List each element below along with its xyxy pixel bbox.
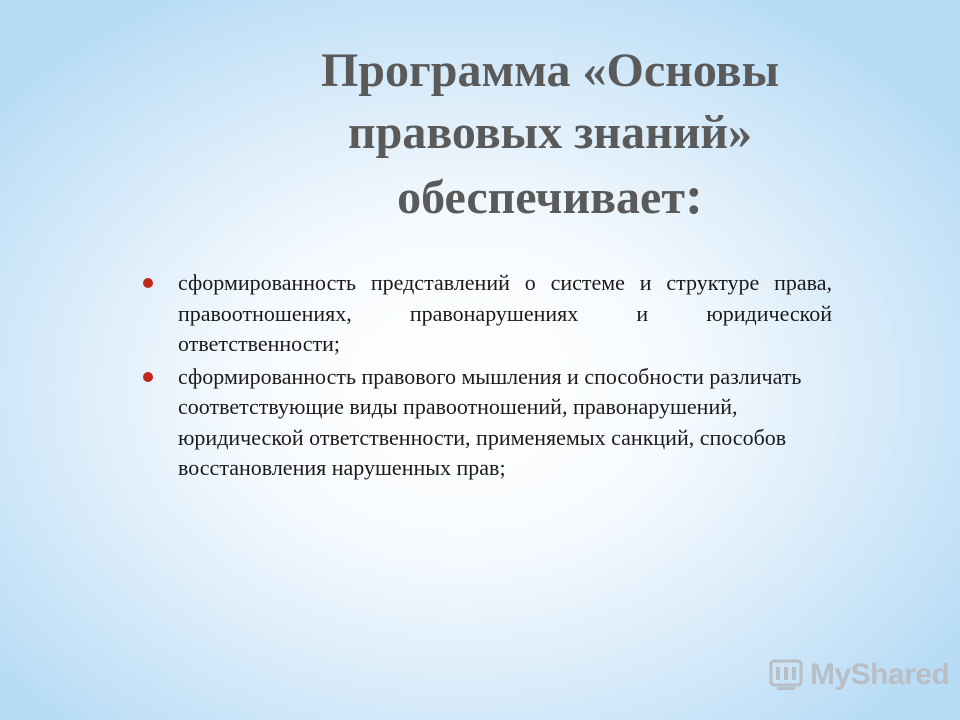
title-line-3-text: обеспечивает [397, 171, 685, 224]
title-line-1: Программа «Основы [320, 44, 780, 97]
bullet-list [140, 268, 832, 486]
watermark-logo [768, 655, 949, 695]
list-item [140, 268, 832, 360]
bullet-text: сформированность правового мышления и способности различать соответствующие виды правоотношений, правонарушений, юридической ответственности, применяемых санкций, способов восстановления нарушенных прав; [178, 363, 802, 480]
bullet-text: сформированность представлений о системе и структуре права, правоотношениях, правонарушениях и юридической ответственности; [178, 270, 832, 356]
slide-title [250, 40, 850, 229]
title-line-3 [250, 164, 850, 229]
watermark-text: MyShared [810, 658, 950, 691]
myshared-logo-icon [768, 658, 804, 692]
bullet-dot-icon [143, 278, 153, 288]
list-item [140, 362, 832, 484]
bullet-dot-icon [143, 372, 153, 382]
title-colon: : [684, 165, 703, 225]
title-line-2: правовых знаний» [347, 106, 753, 159]
